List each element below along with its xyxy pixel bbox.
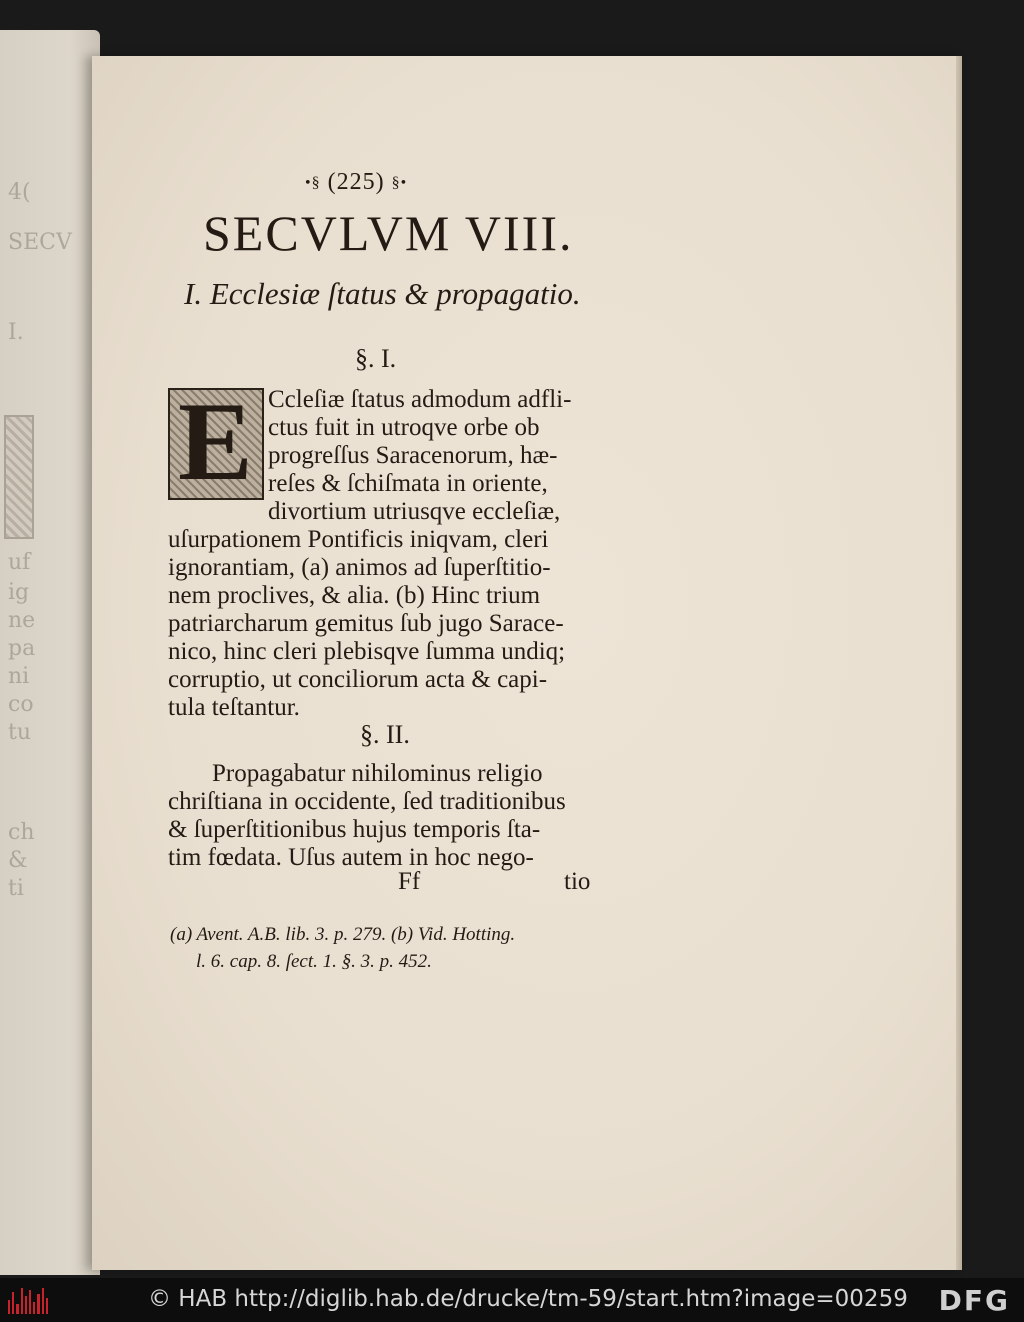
decorated-initial: [168, 380, 264, 504]
footnote-line: (a) Avent. A.B. lib. 3. p. 279. (b) Vid. Hotting.: [170, 924, 516, 945]
footer-bar: [0, 1278, 1024, 1322]
catchword: tio: [564, 868, 591, 895]
ghost-text: SECV: [8, 230, 72, 255]
body-line: progreſſus Saracenorum, hæ-: [268, 442, 558, 469]
signature-mark: Ff: [398, 868, 421, 895]
ghost-text: 4(: [8, 180, 31, 205]
ghost-text: I.: [8, 320, 24, 345]
body-line: divortium utriusqve eccleſiæ,: [268, 498, 561, 525]
ghost-text: pa: [8, 636, 36, 661]
ghost-text: ni: [8, 664, 30, 689]
ghost-text: ch: [8, 820, 35, 845]
book-page: [92, 56, 962, 1270]
ghost-text: ig: [8, 580, 30, 605]
ornament-right: §•: [391, 174, 408, 192]
body-line: tim fœdata. Uſus autem in hoc nego-: [168, 844, 534, 871]
ghost-text: tu: [8, 720, 32, 745]
previous-page-edge: [0, 30, 100, 1275]
footnote-line: l. 6. cap. 8. ſect. 1. §. 3. p. 452.: [196, 951, 432, 972]
body-line: uſurpationem Pontificis iniqvam, cleri: [168, 526, 549, 553]
ghost-initial: [4, 415, 34, 539]
running-header: [305, 169, 407, 196]
paragraph-heading-2: §. II.: [360, 720, 410, 749]
ghost-text: ne: [8, 608, 36, 633]
ghost-text: ti: [8, 876, 24, 901]
page-edge: [956, 56, 962, 1270]
initial-letter: E: [178, 380, 253, 504]
body-line: corruptio, ut conciliorum acta & capi-: [168, 666, 548, 693]
body-line: Propagabatur nihilominus religio: [212, 760, 543, 787]
paragraph-heading-1: §. I.: [355, 344, 397, 373]
hab-logo-icon: [8, 1286, 48, 1314]
ornament-left: •§: [305, 174, 321, 192]
chapter-title: SECVLVM VIII.: [203, 205, 574, 261]
body-line: ignorantiam, (a) animos ad ſuperſtitio-: [168, 554, 551, 581]
body-line: nico, hinc cleri plebisqve ſumma undiq;: [168, 638, 566, 665]
body-line: ctus fuit in utroqve orbe ob: [268, 414, 540, 441]
body-line: tula teſtantur.: [168, 694, 300, 721]
dfg-logo: DFG: [938, 1284, 1010, 1317]
page-number: (225): [327, 169, 385, 195]
footnotes: [170, 921, 515, 975]
body-line: reſes & ſchiſmata in oriente,: [268, 470, 548, 497]
ghost-text: &: [8, 848, 28, 873]
copyright-credit: © HAB http://diglib.hab.de/drucke/tm-59/start.htm?image=00259: [148, 1286, 908, 1312]
body-line: Ccleſiæ ſtatus admodum adfli-: [268, 386, 572, 413]
body-line: patriarcharum gemitus ſub jugo Sarace-: [168, 610, 564, 637]
body-line: chriſtiana in occidente, ſed traditionibus: [168, 788, 566, 815]
ghost-text: co: [8, 692, 34, 717]
ghost-text: uf: [8, 550, 31, 575]
section-subhead: I. Ecclesiæ ſtatus & propagatio.: [184, 276, 581, 311]
body-line: & ſuperſtitionibus hujus temporis ſta-: [168, 816, 541, 843]
body-line: nem proclives, & alia. (b) Hinc trium: [168, 582, 541, 609]
